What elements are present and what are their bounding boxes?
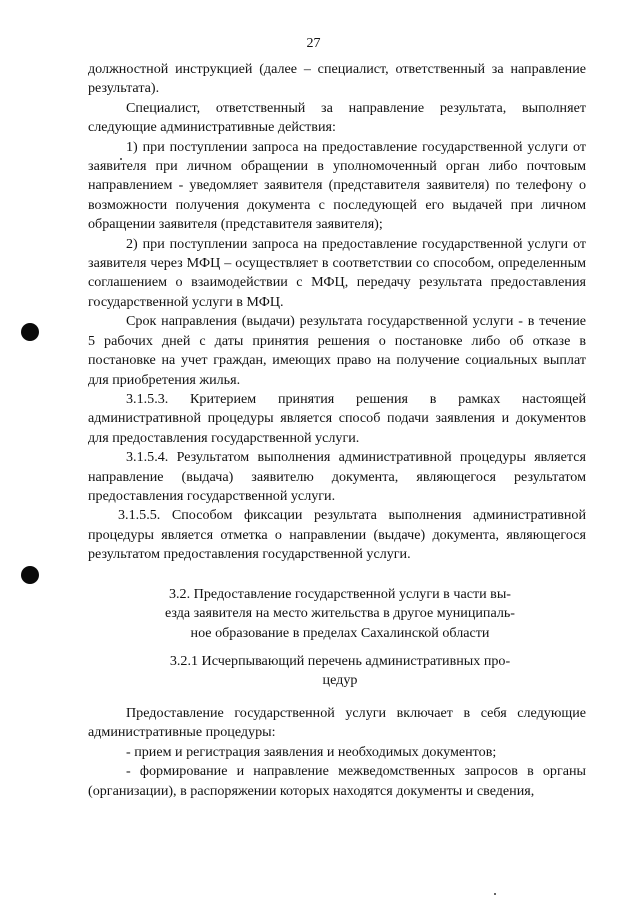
main-text-block: [88, 60, 586, 565]
paragraph-deadline: Срок направления (выдачи) результата государственной услуги - в течение 5 рабочих дней с даты принятия решения о постановке либо об отказе в постановке на учет граждан, имеющих право на получение социальных выплат для приобретения жилья.: [88, 313, 586, 388]
heading-line: 3.2. Предоставление государственной услуги в части вы-: [168, 586, 511, 602]
paragraph-specialist-actions: Специалист, ответственный за направление результата, выполняет следующие административные действия:: [88, 99, 586, 136]
paragraph-item-1: 1) при поступлении запроса на предоставление государственной услуги от заявителя при личном обращении в уполномоченный орган либо почтовым направлением - уведомляет заявителя (представителя заявителя) по телефону о возможности получения документа с последующей его выдачей при личном обращении заявителя (представителя заявителя);: [88, 138, 586, 233]
paragraph-3-1-5-4: 3.1.5.4. Результатом выполнения административной процедуры является направление (выдача) заявителю документа, являющегося результатом предоставления государственной услуги.: [88, 449, 586, 504]
heading-line: 3.2.1 Исчерпывающий перечень административных про-: [169, 653, 511, 669]
paragraph-3-1-5-5: 3.1.5.5. Способом фиксации результата выполнения административной процедуры является отметка о направлении (выдаче) документа, являющегося результатом предоставления государственной услуги.: [88, 507, 586, 563]
heading-line: ное образование в пределах Сахалинской области: [190, 624, 490, 641]
paragraph-3-1-5-3: 3.1.5.3. Критерием принятия решения в рамках настоящей административной процедуры является способ подачи заявления и документов для предоставления государственной услуги.: [88, 390, 586, 446]
scan-speck: [494, 893, 496, 895]
paragraph-continuation: должностной инструкцией (далее – специалист, ответственный за направление результата).: [88, 61, 586, 97]
paragraph-procedures-intro: Предоставление государственной услуги включает в себя следующие административные процедуры:: [88, 705, 586, 741]
page-number: 27: [306, 36, 321, 51]
list-item-interagency-requests: - формирование и направление межведомственных запросов в органы (организации), в распоряжении которых находятся документы и сведения,: [88, 763, 586, 799]
heading-line: езда заявителя на место жительства в другое муниципаль-: [164, 605, 515, 622]
paragraph-item-2: 2) при поступлении запроса на предоставление государственной услуги от заявителя через МФЦ – осуществляет в соответствии со способом, определенным соглашением о взаимодействии с МФЦ, передачу результата предоставления государственной услуги в МФЦ.: [88, 235, 586, 310]
punch-hole-bottom: [21, 566, 39, 584]
section-3-2-1-heading: [120, 652, 560, 691]
heading-line: цедур: [322, 672, 358, 689]
list-item-reception: - прием и регистрация заявления и необходимых документов;: [126, 743, 497, 760]
punch-hole-top: [21, 323, 39, 341]
section-3-2-1-text: [88, 704, 586, 801]
section-3-2-heading: [120, 585, 560, 643]
